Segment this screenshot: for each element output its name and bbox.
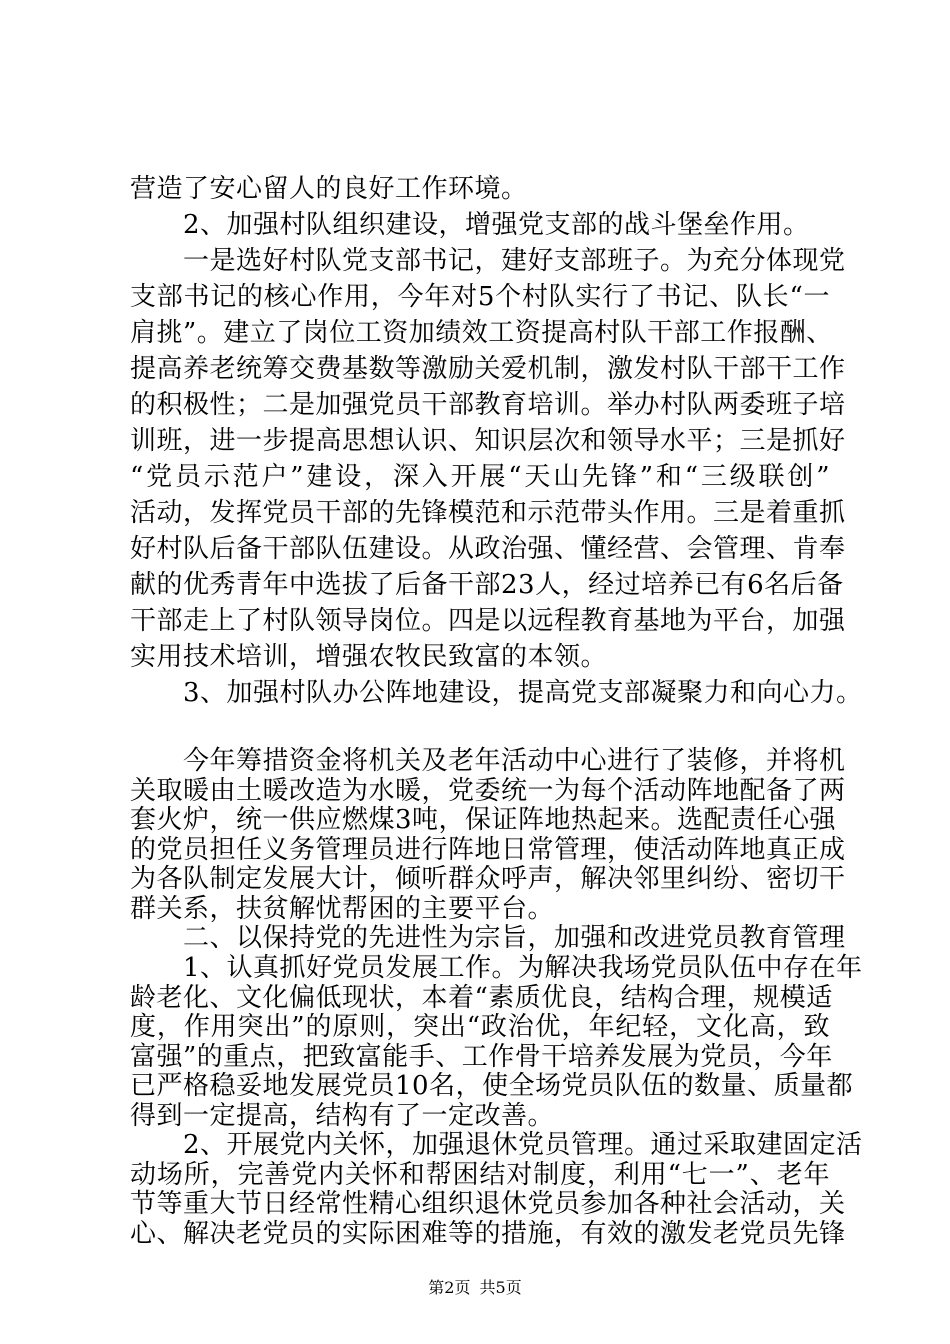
- paragraph-line: 群关系，扶贫解忧帮困的主要平台。: [130, 894, 555, 924]
- paragraph-line: 实用技术培训，增强农牧民致富的本领。: [130, 642, 608, 672]
- paragraph-line: 得到一定提高，结构有了一定改善。: [130, 1101, 555, 1131]
- paragraph-line: 提高养老统筹交费基数等激励关爱机制，激发村队干部干工作: [130, 354, 846, 384]
- paragraph-line: 1、认真抓好党员发展工作。为解决我场党员队伍中存在年: [130, 953, 863, 983]
- paragraph-line: 献的优秀青年中选拔了后备干部23人，经过培养已有6名后备: [130, 570, 844, 600]
- paragraph-line: 2、加强村队组织建设，增强党支部的战斗堡垒作用。: [130, 210, 810, 240]
- paragraph-line: 2、开展党内关怀，加强退休党员管理。通过采取建固定活: [130, 1130, 863, 1160]
- paragraph-line: 一是选好村队党支部书记，建好支部班子。为充分体现党: [130, 246, 846, 276]
- paragraph-line: 训班，进一步提高思想认识、知识层次和领导水平；三是抓好: [130, 426, 846, 456]
- page-footer: [0, 1278, 950, 1298]
- paragraph-line: 的党员担任义务管理员进行阵地日常管理，使活动阵地真正成: [130, 835, 846, 865]
- paragraph-line: 营造了安心留人的良好工作环境。: [130, 174, 528, 204]
- paragraph-line: 肩挑”。建立了岗位工资加绩效工资提高村队干部工作报酬、: [130, 318, 833, 348]
- page-number: 第2页: [428, 1278, 471, 1297]
- page-total: 共5页: [479, 1278, 522, 1297]
- paragraph-line: 为各队制定发展大计，倾听群众呼声，解决邻里纠纷、密切干: [130, 864, 846, 894]
- paragraph-line: 干部走上了村队领导岗位。四是以远程教育基地为平台，加强: [130, 606, 846, 636]
- paragraph-line: 套火炉，统一供应燃煤3吨，保证阵地热起来。选配责任心强: [130, 805, 837, 835]
- paragraph-line: 动场所，完善党内关怀和帮困结对制度，利用“七一”、老年: [130, 1160, 830, 1190]
- paragraph-line: 关取暖由土暖改造为水暖，党委统一为每个活动阵地配备了两: [130, 776, 846, 806]
- paragraph-line: 度，作用突出”的原则，突出“政治优，年纪轻，文化高，致: [130, 1012, 830, 1042]
- paragraph-line: 活动，发挥党员干部的先锋模范和示范带头作用。三是着重抓: [130, 498, 846, 528]
- paragraph-line: 节等重大节日经常性精心组织退休党员参加各种社会活动，关: [130, 1189, 846, 1219]
- paragraph-line: 支部书记的核心作用，今年对5个村队实行了书记、队长“一: [130, 282, 830, 312]
- paragraph-line: 的积极性；二是加强党员干部教育培训。举办村队两委班子培: [130, 390, 846, 420]
- paragraph-line: 龄老化、文化偏低现状，本着“素质优良，结构合理，规模适: [130, 983, 833, 1013]
- paragraph-line: 富强”的重点，把致富能手、工作骨干培养发展为党员，今年: [130, 1042, 833, 1072]
- paragraph-line: 好村队后备干部队伍建设。从政治强、懂经营、会管理、肯奉: [130, 534, 846, 564]
- paragraph-line: 3、加强村队办公阵地建设，提高党支部凝聚力和向心力。: [130, 678, 863, 708]
- paragraph-line: 已严格稳妥地发展党员10名，使全场党员队伍的数量、质量都: [130, 1071, 854, 1101]
- section-heading: 二、以保持党的先进性为宗旨，加强和改进党员教育管理: [130, 923, 846, 953]
- paragraph-line: “党员示范户”建设，深入开展“天山先锋”和“三级联创”: [130, 462, 830, 492]
- paragraph-line: 心、解决老党员的实际困难等的措施，有效的激发老党员先锋: [130, 1219, 846, 1249]
- paragraph-line: 今年筹措资金将机关及老年活动中心进行了装修，并将机: [130, 746, 846, 776]
